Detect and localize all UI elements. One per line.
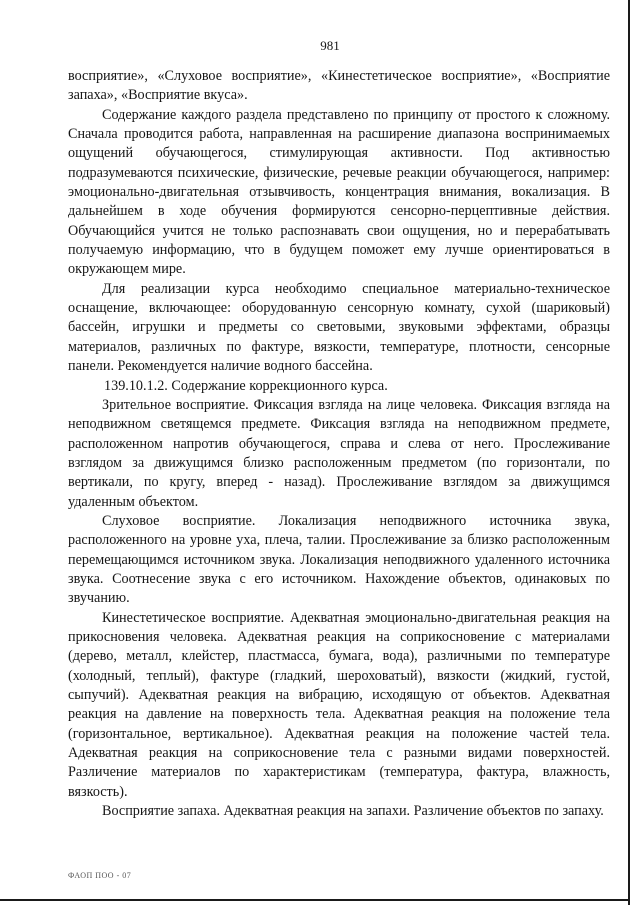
paragraph-auditory-perception: Слуховое восприятие. Локализация неподвижного источника звука, расположенного на уровне уха, плеча, талии. Прослеживание за близко расположенным перемещающимся источником звука. Локализация неподвижного удаленного источника звука. Соотнесение звука с его источником. Нахождение объектов, одинаковых по звучанию. <box>68 512 610 607</box>
page-number: 981 <box>320 38 340 53</box>
paragraph-perception-list-end: восприятие», «Слуховое восприятие», «Кинестетическое восприятие», «Восприятие запаха», «Восприятие вкуса». <box>68 68 610 104</box>
scan-edge-bottom <box>0 899 630 901</box>
section-heading: 139.10.1.2. Содержание коррекционного курса. <box>104 377 388 394</box>
paragraph-visual-perception: Зрительное восприятие. Фиксация взгляда на лице человека. Фиксация взгляда на неподвижном светящемся предмете. Фиксация взгляда на неподвижном предмете, расположенном напротив обучающегося, справа и слева от него. Прослеживание взглядом за движущимся близко расположенным предметом (по горизонтали, по вертикали, по кругу, вперед - назад). Прослеживание взглядом за движущимся удаленным объектом. <box>68 396 610 510</box>
scan-edge-right <box>628 0 630 905</box>
paragraph-equipment: Для реализации курса необходимо специальное материально-техническое оснащение, включающее: оборудованную сенсорную комнату, сухой (шариковый) бассейн, игрушки и предметы со световыми, звуковыми эффектами, образцы материалов, различных по фактуре, вязкости, температуре, плотности, сенсорные панели. Рекомендуется наличие водного бассейна. <box>68 280 610 375</box>
paragraph-smell-perception: Восприятие запаха. Адекватная реакция на запахи. Различение объектов по запаху. <box>102 803 604 820</box>
paragraph-kinesthetic-perception: Кинестетическое восприятие. Адекватная эмоционально-двигательная реакция на прикосновения человека. Адекватная реакция на соприкосновение с материалами (дерево, металл, клейстер, пластмасса, бумага, вода), различными по температуре (холодный, теплый), фактуре (гладкий, шероховатый), вязкости (жидкий, густой, сыпучий). Адекватная реакция на вибрацию, исходящую от объектов. Адекватная реакция на давление на поверхность тела. Адекватная реакция на положение тела (горизонтальное, вертикальное). Адекватная реакция на положение частей тела. Адекватная реакция на соприкосновение тела с разными видами поверхностей. Различение материалов по характеристикам (температура, фактура, влажность, вязкость). <box>68 609 610 800</box>
footer-mark: ФАОП ПОО - 07 <box>68 871 132 880</box>
body-text <box>68 67 610 821</box>
paragraph-section-content: Содержание каждого раздела представлено по принципу от простого к сложному. Сначала проводится работа, направленная на расширение диапазона воспринимаемых ощущений обучающегося, стимулирующая активности. Под активностью подразумеваются психические, физические, речевые реакции обучающегося, например: эмоционально-двигательная отзывчивость, концентрация внимания, вокализация. В дальнейшем в ходе обучения формируются сенсорно-перцептивные действия. Обучающийся учится не только распознавать свои ощущения, но и перерабатывать получаемую информацию, что в будущем поможет ему лучше ориентироваться в окружающем мире. <box>68 106 610 278</box>
